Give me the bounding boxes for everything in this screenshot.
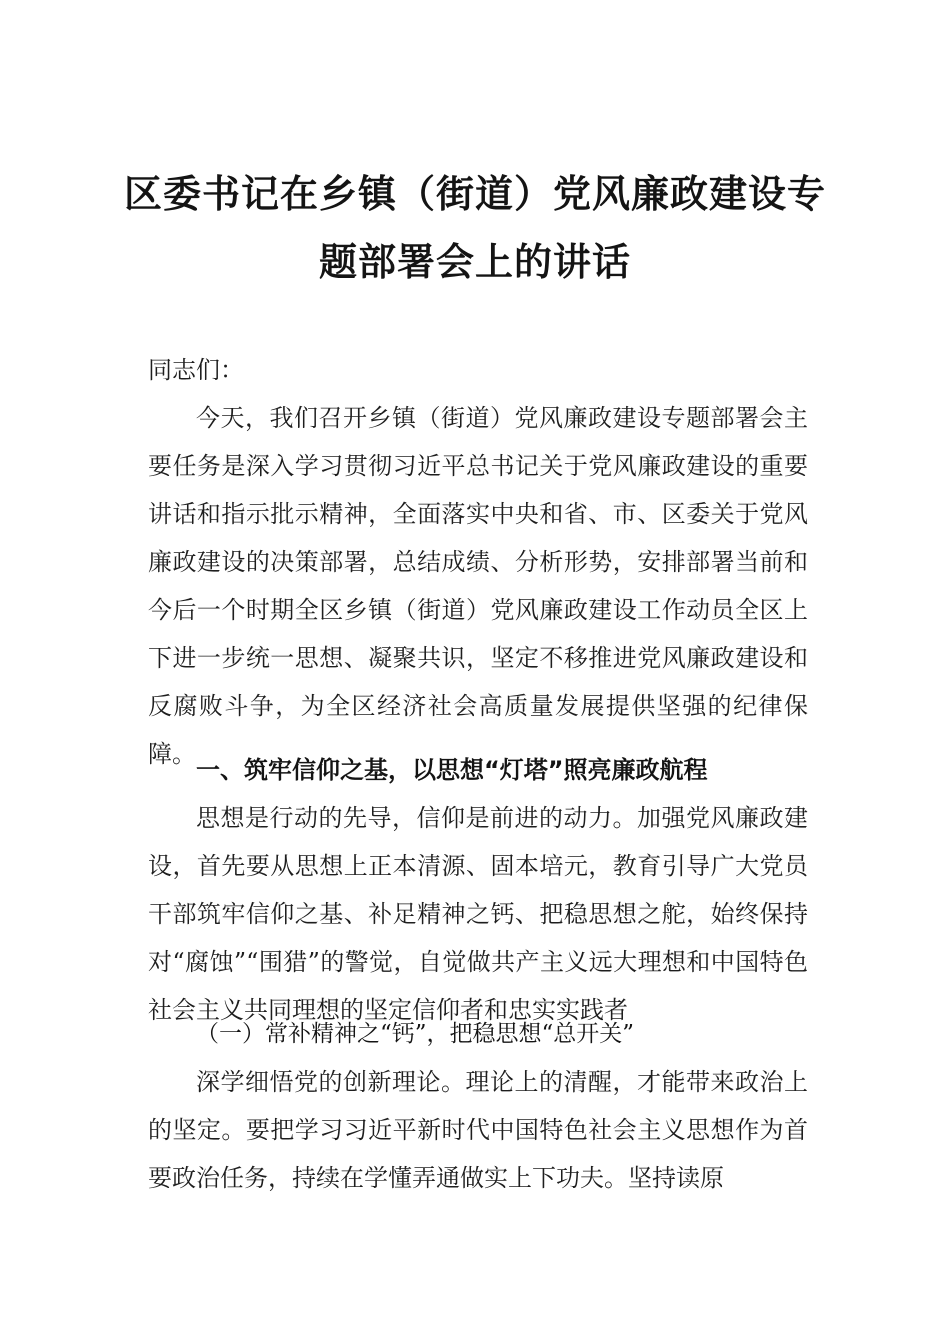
document-title-line-1: 区委书记在乡镇（街道）党风廉政建设专 (123, 171, 826, 216)
section-1-paragraph: 思想是行动的先导，信仰是前进的动力。加强党风廉政建设，首先要从思想上正本清源、固本培元，教育引导广大党员干部筑牢信仰之基、补足精神之钙、把稳思想之舵，始终保持对“腐蚀”“围猎”的警觉，自觉做共产主义远大理想和中国特色社会主义共同理想的坚定信仰者和忠实实践者 (148, 804, 808, 1024)
section-heading-1: 一、筑牢信仰之基，以思想“灯塔”照亮廉政航程 (196, 756, 708, 784)
document-title-line-2: 题部署会上的讲话 (318, 239, 631, 284)
opening-paragraph: 今天，我们召开乡镇（街道）党风廉政建设专题部署会主要任务是深入学习贯彻习近平总书记关于党风廉政建设的重要讲话和指示批示精神，全面落实中央和省、市、区委关于党风廉政建设的决策部署，总结成绩、分析形势，安排部署当前和今后一个时期全区乡镇（街道）党风廉政建设工作动员全区上下进一步统一思想、凝聚共识，坚定不移推进党风廉政建设和反腐败斗争，为全区经济社会高质量发展提供坚强的纪律保障。 (148, 404, 808, 768)
salutation: 同志们： (148, 356, 244, 384)
subsection-heading-1: （一）常补精神之“钙”，把稳思想“总开关” (196, 1021, 635, 1047)
subsection-1-paragraph: 深学细悟党的创新理论。理论上的清醒，才能带来政治上的坚定。要把学习习近平新时代中国特色社会主义思想作为首要政治任务，持续在学懂弄通做实上下功夫。坚持读原 (148, 1068, 808, 1192)
